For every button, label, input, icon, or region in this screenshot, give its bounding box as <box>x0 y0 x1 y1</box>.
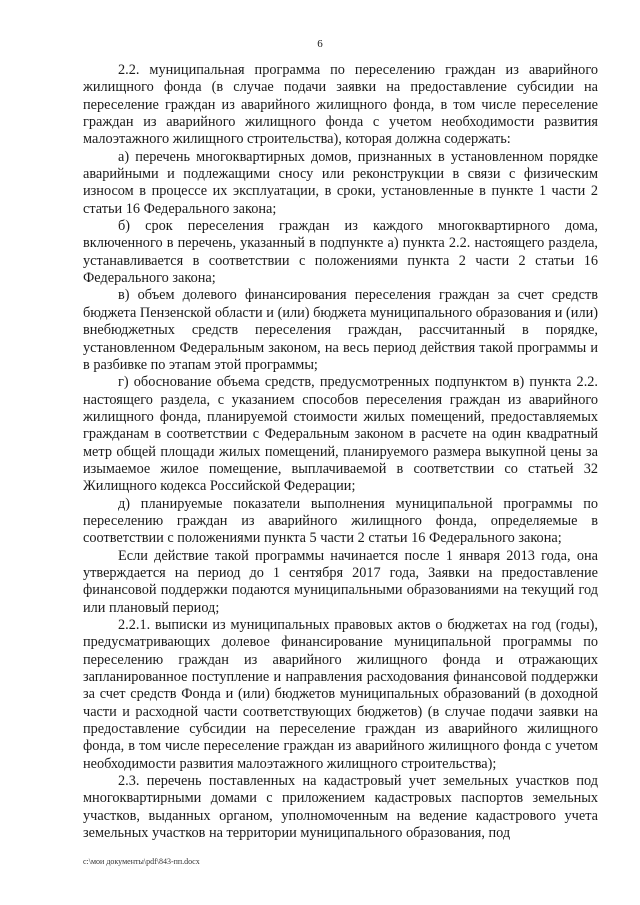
paragraph-v: в) объем долевого финансирования переселения граждан за счет средств бюджета Пензенской области и (или) бюджета муниципального образования и (или) внебюджетных средств переселения граждан, рассчитанный в порядке, установленном Федеральным законом, на весь период действия такой программы и в разбивке по этапам этой программы; <box>83 287 598 373</box>
paragraph-d: д) планируемые показатели выполнения муниципальной программы по переселению граждан из аварийного жилищного фонда, определяемые в соответствии с положениями пункта 5 части 2 статьи 16 Федерального закона; <box>83 495 598 547</box>
document-body <box>83 62 598 842</box>
paragraph-2-2-1: 2.2.1. выписки из муниципальных правовых актов о бюджетах на год (годы), предусматривающих долевое финансирование муниципальной программы по переселению граждан из аварийного жилищного фонда и отражающих запланированное поступление и направления расходования финансовой поддержки за счет средств Фонда и (или) бюджетов муниципальных образований (в доходной части и расходной части соответствующих бюджетов) (в случае подачи заявки на предоставление субсидии на переселение граждан из аварийного жилищного фонда, в том числе переселение граждан из аварийного жилищного фонда с учетом необходимости развития малоэтажного жилищного строительства); <box>83 617 598 772</box>
paragraph-2-3: 2.3. перечень поставленных на кадастровый учет земельных участков под многоквартирными домами с приложением кадастровых паспортов земельных участков, выданных органом, уполномоченным на ведение кадастрового учета земельных участков на территории муниципального образования, под <box>83 773 598 842</box>
page-number: 6 <box>317 38 323 50</box>
paragraph-g: г) обоснование объема средств, предусмотренных подпунктом в) пункта 2.2. настоящего раздела, с указанием способов переселения граждан из аварийного жилищного фонда, планируемой стоимости жилых помещений, предоставляемых гражданам в соответствии с Федеральным законом в расчете на один квадратный метр общей площади жилых помещений, планируемого размера выкупной цены за изымаемое жилое помещение, выплачиваемой в соответствии со статьей 32 Жилищного кодекса Российской Федерации; <box>83 374 598 495</box>
paragraph-program-period: Если действие такой программы начинается после 1 января 2013 года, она утверждается на период до 1 сентября 2017 года, Заявки на предоставление финансовой поддержки подаются муниципальными образованиями на текущий год или плановый период; <box>83 547 598 616</box>
paragraph-2-2: 2.2. муниципальная программа по переселению граждан из аварийного жилищного фонда (в случае подачи заявки на предоставление субсидии на переселение граждан из аварийного жилищного фонда, в том числе переселение граждан из аварийного жилищного фонда с учетом необходимости развития малоэтажного жилищного строительства), которая должна содержать: <box>83 62 598 148</box>
paragraph-b: б) срок переселения граждан из каждого многоквартирного дома, включенного в перечень, указанный в подпункте а) пункта 2.2. настоящего раздела, устанавливается в соответствии с положениями пункта 2 части 2 статьи 16 Федерального закона; <box>83 218 598 287</box>
footer-file-path: c:\мои документы\pdf\843-пп.docx <box>83 857 200 866</box>
paragraph-a: а) перечень многоквартирных домов, признанных в установленном порядке аварийными и подлежащими сносу или реконструкции в связи с физическим износом в процессе их эксплуатации, в сроки, установленные в пункте 1 части 2 статьи 16 Федерального закона; <box>83 148 598 217</box>
